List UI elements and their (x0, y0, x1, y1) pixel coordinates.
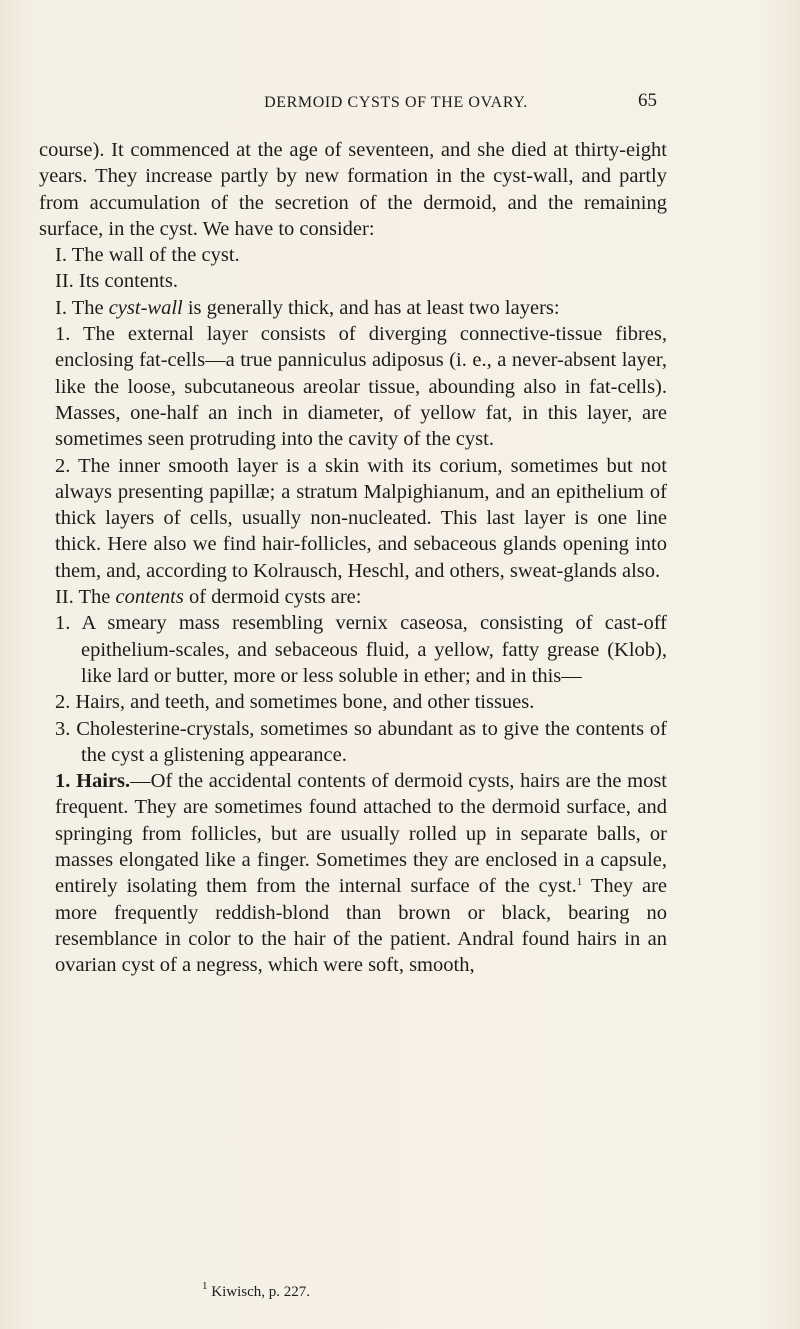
body-text (39, 137, 667, 979)
contents-term: contents (115, 586, 184, 609)
intro-paragraph: course). It commenced at the age of seventeen, and she died at thirty-eight years. They increase partly by new formation in the cyst-wall, and partly from accumulation of the secretion of the dermoid, and the remaining surface, in the cyst. We have to consider: (39, 139, 667, 240)
contents-heading (39, 584, 667, 610)
cyst-wall-lead: I. The (55, 296, 109, 319)
cyst-wall-term: cyst-wall (108, 296, 183, 319)
wall-inner-layer: 2. The inner smooth layer is a skin with its corium, sometimes but not always presenting papillæ; a stratum Malpighianum, and an epithelium of thick layers of cells, usually non-nucleated. This last layer is one line thick. Here also we find hair-follicles, and sebaceous glands opening into them, and, according to Kolrausch, Heschl, and others, sweat-glands also. (55, 454, 667, 582)
contents-rest: of dermoid cysts are: (183, 586, 362, 609)
hairs-paragraph (39, 768, 667, 978)
footnote-text: Kiwisch, p. 227. (207, 1284, 310, 1300)
hairs-text-b: They are more frequently reddish-blond than brown or black, bearing no resemblance in color to the hair of the patient. Andral found hairs in an ovarian cyst of a negress, which were soft, smooth, (55, 875, 667, 977)
hairs-text-a: —Of the accidental contents of dermoid cysts, hairs are the most frequent. They are sometimes found attached to the dermoid surface, and springing from follicles, but are usually rolled up in separate balls, or masses elongated like a finger. Sometimes they are enclosed in a capsule, entirely isolating them from the internal surface of the cyst. (55, 770, 667, 898)
cyst-wall-rest: is generally thick, and has at least two layers: (182, 296, 560, 319)
running-title: DERMOID CYSTS OF THE OVARY. (264, 94, 528, 111)
cyst-wall-heading (39, 295, 667, 321)
outline-item-wall: I. The wall of the cyst. (55, 244, 240, 267)
contents-item-cholesterine: 3. Cholesterine-crystals, sometimes so abundant as to give the contents of the cyst a glistening appearance. (55, 717, 667, 766)
page-number: 65 (638, 90, 657, 111)
contents-item-smeary-mass: 1. A smeary mass resembling vernix caseosa, consisting of cast-off epithelium-scales, and sebaceous fluid, a yellow, fatty grease (Klob), like lard or butter, more or less soluble in ether; and in this— (55, 612, 667, 687)
footnote-ref[interactable]: 1 (576, 876, 583, 889)
hairs-heading: 1. Hairs. (55, 770, 131, 793)
footnote-marker: 1 (202, 1280, 208, 1292)
contents-lead: II. The (55, 586, 116, 609)
footnote (202, 1280, 310, 1301)
outline-item-contents: II. Its contents. (55, 270, 178, 293)
wall-external-layer: 1. The external layer consists of diverging connective-tissue fibres, enclosing fat-cells—a true panniculus adiposus (i. e., a never-absent layer, like the loose, subcutaneous areolar tissue, abounding also in fat-cells). Masses, one-half an inch in diameter, of yellow fat, in this layer, are sometimes seen protruding into the cavity of the cyst. (55, 323, 667, 451)
contents-item-hairs-teeth: 2. Hairs, and teeth, and sometimes bone, and other tissues. (55, 691, 535, 714)
